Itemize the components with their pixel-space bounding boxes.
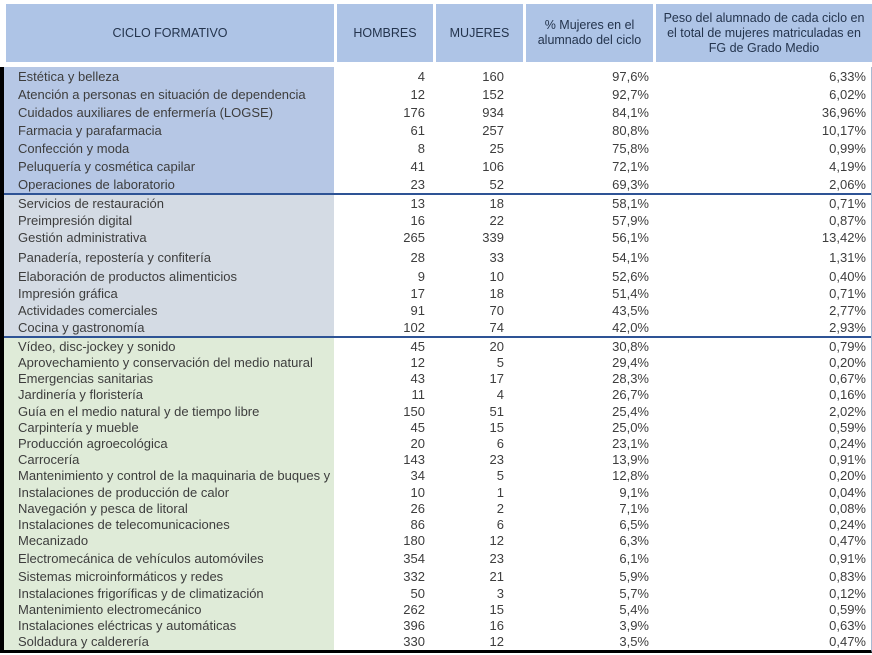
mujeres-cell: 1	[496, 484, 504, 500]
peso-cell: 0,59%	[829, 419, 866, 435]
peso-cell: 0,83%	[829, 569, 866, 585]
table-row	[4, 617, 871, 633]
mujeres-cell: 15	[489, 601, 504, 617]
pct-mujeres-cell: 72,1%	[612, 158, 649, 174]
peso-cell: 0,67%	[829, 371, 866, 387]
ciclo-cell: Cocina y gastronomía	[4, 319, 334, 336]
pct-mujeres-cell: 25,4%	[612, 403, 649, 419]
table-row	[4, 484, 871, 500]
pct-mujeres-cell: 6,3%	[619, 533, 649, 549]
mujeres-cell: 12	[489, 533, 504, 549]
table-row	[4, 371, 871, 387]
peso-cell: 1,31%	[829, 249, 866, 265]
table-row	[4, 419, 871, 435]
table-row	[4, 195, 871, 212]
ciclo-cell: Servicios de restauración	[4, 195, 334, 212]
peso-cell: 0,04%	[829, 484, 866, 500]
table-row	[4, 319, 871, 336]
table-row	[4, 585, 871, 601]
mujeres-cell: 339	[482, 230, 504, 246]
hombres-cell: 330	[403, 634, 425, 650]
hombres-cell: 61	[410, 122, 425, 138]
ciclo-cell: Farmacia y parafarmacia	[4, 121, 334, 139]
ciclo-cell: Preimpresión digital	[4, 212, 334, 229]
hombres-cell: 354	[403, 551, 425, 567]
mujeres-cell: 6	[496, 516, 504, 532]
mujeres-cell: 18	[489, 285, 504, 301]
table-row	[4, 121, 871, 139]
pct-mujeres-cell: 92,7%	[612, 86, 649, 102]
column-header-ciclo-formativo: CICLO FORMATIVO	[6, 4, 334, 62]
peso-cell: 0,91%	[829, 452, 866, 468]
peso-cell: 0,20%	[829, 355, 866, 371]
pct-mujeres-cell: 75,8%	[612, 140, 649, 156]
peso-cell: 0,99%	[829, 140, 866, 156]
mujeres-cell: 12	[489, 634, 504, 650]
table-row	[4, 533, 871, 549]
mujeres-cell: 33	[489, 249, 504, 265]
ciclo-cell: Emergencias sanitarias	[4, 371, 334, 387]
row-group-mayoria-mujeres	[4, 67, 871, 193]
ciclo-cell: Carpintería y mueble	[4, 419, 334, 435]
pct-mujeres-cell: 23,1%	[612, 436, 649, 452]
column-header-mujeres: MUJERES	[436, 4, 523, 62]
pct-mujeres-cell: 5,4%	[619, 601, 649, 617]
mujeres-cell: 3	[496, 585, 504, 601]
peso-cell: 2,02%	[829, 403, 866, 419]
mujeres-cell: 74	[489, 320, 504, 336]
ciclo-cell: Producción agroecológica	[4, 435, 334, 451]
peso-cell: 0,16%	[829, 387, 866, 403]
pct-mujeres-cell: 12,8%	[612, 468, 649, 484]
ciclo-cell: Sistemas microinformáticos y redes	[4, 569, 334, 585]
pct-mujeres-cell: 29,4%	[612, 355, 649, 371]
hombres-cell: 4	[417, 68, 425, 84]
mujeres-cell: 152	[482, 86, 504, 102]
ciclo-cell: Instalaciones de producción de calor	[4, 484, 334, 500]
pct-mujeres-cell: 13,9%	[612, 452, 649, 468]
table-row	[4, 175, 871, 193]
pct-mujeres-cell: 97,6%	[612, 68, 649, 84]
column-header-pct-mujeres: % Mujeres en el alumnado del ciclo	[526, 4, 653, 62]
mujeres-cell: 2	[496, 500, 504, 516]
peso-cell: 0,71%	[829, 285, 866, 301]
pct-mujeres-cell: 6,5%	[619, 516, 649, 532]
peso-cell: 0,40%	[829, 268, 866, 284]
peso-cell: 0,91%	[829, 551, 866, 567]
table-row	[4, 212, 871, 229]
ciclo-cell: Impresión gráfica	[4, 285, 334, 302]
table-body	[0, 67, 872, 653]
ciclo-cell: Soldadura y calderería	[4, 634, 334, 650]
table-row	[4, 67, 871, 85]
hombres-cell: 9	[417, 268, 425, 284]
hombres-cell: 396	[403, 617, 425, 633]
ciclo-cell: Instalaciones frigoríficas y de climatización	[4, 585, 334, 601]
mujeres-cell: 934	[482, 104, 504, 120]
peso-cell: 0,59%	[829, 601, 866, 617]
pct-mujeres-cell: 5,7%	[619, 585, 649, 601]
table-row	[4, 549, 871, 569]
mujeres-cell: 4	[496, 387, 504, 403]
ciclo-cell: Mecanizado	[4, 533, 334, 549]
hombres-cell: 8	[417, 140, 425, 156]
table-row	[4, 468, 871, 484]
hombres-cell: 17	[410, 285, 425, 301]
peso-cell: 10,17%	[821, 122, 866, 138]
pct-mujeres-cell: 28,3%	[612, 371, 649, 387]
pct-mujeres-cell: 26,7%	[612, 387, 649, 403]
peso-cell: 6,33%	[829, 68, 866, 84]
hombres-cell: 262	[403, 601, 425, 617]
mujeres-cell: 16	[489, 617, 504, 633]
pct-mujeres-cell: 5,9%	[619, 569, 649, 585]
ciclo-cell: Guía en el medio natural y de tiempo libre	[4, 403, 334, 419]
pct-mujeres-cell: 51,4%	[612, 285, 649, 301]
column-header-hombres: HOMBRES	[337, 4, 433, 62]
table-row	[4, 247, 871, 268]
pct-mujeres-cell: 43,5%	[612, 303, 649, 319]
table-header	[0, 0, 872, 62]
mujeres-cell: 23	[489, 551, 504, 567]
peso-cell: 0,12%	[829, 585, 866, 601]
hombres-cell: 176	[403, 104, 425, 120]
peso-cell: 0,79%	[829, 338, 866, 354]
peso-cell: 2,93%	[829, 320, 866, 336]
hombres-cell: 12	[410, 355, 425, 371]
hombres-cell: 332	[403, 569, 425, 585]
column-header-peso-total: Peso del alumnado de cada ciclo en el total de mujeres matriculadas en FG de Grado Medio	[656, 4, 872, 62]
hombres-cell: 143	[403, 452, 425, 468]
table-row	[4, 355, 871, 371]
hombres-cell: 20	[410, 436, 425, 452]
ciclo-cell: Cuidados auxiliares de enfermería (LOGSE)	[4, 103, 334, 121]
hombres-cell: 28	[410, 249, 425, 265]
hombres-cell: 50	[410, 585, 425, 601]
mujeres-cell: 52	[489, 176, 504, 192]
pct-mujeres-cell: 57,9%	[612, 213, 649, 229]
pct-mujeres-cell: 42,0%	[612, 320, 649, 336]
hombres-cell: 150	[403, 403, 425, 419]
hombres-cell: 23	[410, 176, 425, 192]
pct-mujeres-cell: 9,1%	[619, 484, 649, 500]
pct-mujeres-cell: 69,3%	[612, 176, 649, 192]
mujeres-cell: 106	[482, 158, 504, 174]
table-row	[4, 569, 871, 585]
row-group-equilibrado	[4, 195, 871, 336]
mujeres-cell: 22	[489, 213, 504, 229]
peso-cell: 0,87%	[829, 213, 866, 229]
row-group-mayoria-hombres	[4, 338, 871, 649]
table-row	[4, 157, 871, 175]
peso-cell: 36,96%	[821, 104, 866, 120]
ciclo-cell: Navegación y pesca de litoral	[4, 500, 334, 516]
ciclo-cell: Operaciones de laboratorio	[4, 175, 334, 193]
table-row	[4, 302, 871, 319]
ciclo-cell: Estética y belleza	[4, 67, 334, 85]
peso-cell: 4,19%	[829, 158, 866, 174]
pct-mujeres-cell: 25,0%	[612, 419, 649, 435]
table-row	[4, 601, 871, 617]
ciclo-cell: Peluquería y cosmética capilar	[4, 157, 334, 175]
table-row	[4, 452, 871, 468]
pct-mujeres-cell: 7,1%	[619, 500, 649, 516]
table-row	[4, 229, 871, 246]
mujeres-cell: 160	[482, 68, 504, 84]
mujeres-cell: 70	[489, 303, 504, 319]
ciclo-cell: Instalaciones eléctricas y automáticas	[4, 617, 334, 633]
ciclo-cell: Carrocería	[4, 452, 334, 468]
hombres-cell: 34	[410, 468, 425, 484]
peso-cell: 0,71%	[829, 196, 866, 212]
ciclo-cell: Panadería, repostería y confitería	[4, 247, 334, 268]
ciclo-cell: Actividades comerciales	[4, 302, 334, 319]
mujeres-cell: 5	[496, 468, 504, 484]
hombres-cell: 11	[411, 387, 425, 403]
mujeres-cell: 51	[489, 403, 504, 419]
hombres-cell: 43	[410, 371, 425, 387]
pct-mujeres-cell: 80,8%	[612, 122, 649, 138]
peso-cell: 0,20%	[829, 468, 866, 484]
ciclo-cell: Mantenimiento y control de la maquinaria de buques y	[4, 468, 334, 484]
table-row	[4, 500, 871, 516]
table-row	[4, 435, 871, 451]
pct-mujeres-cell: 84,1%	[612, 104, 649, 120]
mujeres-cell: 10	[489, 268, 504, 284]
ciclo-cell: Elaboración de productos alimenticios	[4, 268, 334, 285]
peso-cell: 0,47%	[829, 634, 866, 650]
ciclo-cell: Electromecánica de vehículos automóviles	[4, 549, 334, 569]
pct-mujeres-cell: 30,8%	[612, 338, 649, 354]
hombres-cell: 41	[410, 158, 425, 174]
pct-mujeres-cell: 3,9%	[619, 617, 649, 633]
mujeres-cell: 20	[489, 338, 504, 354]
mujeres-cell: 18	[489, 196, 504, 212]
table-row	[4, 387, 871, 403]
mujeres-cell: 15	[489, 419, 504, 435]
ciclo-cell: Vídeo, disc-jockey y sonido	[4, 338, 334, 354]
hombres-cell: 16	[410, 213, 425, 229]
pct-mujeres-cell: 54,1%	[612, 249, 649, 265]
hombres-cell: 12	[410, 86, 425, 102]
hombres-cell: 180	[403, 533, 425, 549]
mujeres-cell: 257	[482, 122, 504, 138]
hombres-cell: 10	[410, 484, 425, 500]
table-row	[4, 338, 871, 354]
hombres-cell: 13	[410, 196, 425, 212]
mujeres-cell: 5	[496, 355, 504, 371]
ciclo-cell: Atención a personas en situación de dependencia	[4, 85, 334, 103]
peso-cell: 0,24%	[829, 516, 866, 532]
peso-cell: 2,77%	[829, 303, 866, 319]
peso-cell: 13,42%	[821, 230, 866, 246]
ciclo-cell: Gestión administrativa	[4, 229, 334, 246]
peso-cell: 0,47%	[829, 533, 866, 549]
mujeres-cell: 17	[489, 371, 504, 387]
pct-mujeres-cell: 3,5%	[619, 634, 649, 650]
pct-mujeres-cell: 56,1%	[612, 230, 649, 246]
ciclo-cell: Aprovechamiento y conservación del medio natural	[4, 355, 334, 371]
ciclo-cell: Mantenimiento electromecánico	[4, 601, 334, 617]
hombres-cell: 26	[410, 500, 425, 516]
hombres-cell: 45	[410, 338, 425, 354]
table-row	[4, 268, 871, 285]
ciclo-cell: Jardinería y floristería	[4, 387, 334, 403]
hombres-cell: 102	[403, 320, 425, 336]
table-row	[4, 634, 871, 650]
table-row	[4, 85, 871, 103]
mujeres-cell: 25	[489, 140, 504, 156]
peso-cell: 0,24%	[829, 436, 866, 452]
peso-cell: 0,63%	[829, 617, 866, 633]
pct-mujeres-cell: 6,1%	[619, 551, 649, 567]
hombres-cell: 86	[410, 516, 425, 532]
mujeres-cell: 23	[489, 452, 504, 468]
hombres-cell: 91	[410, 303, 425, 319]
hombres-cell: 265	[403, 230, 425, 246]
peso-cell: 2,06%	[829, 176, 866, 192]
mujeres-cell: 21	[489, 569, 504, 585]
pct-mujeres-cell: 52,6%	[612, 268, 649, 284]
hombres-cell: 45	[410, 419, 425, 435]
table-row	[4, 139, 871, 157]
table-row	[4, 403, 871, 419]
table-row	[4, 285, 871, 302]
peso-cell: 0,08%	[829, 500, 866, 516]
mujeres-cell: 6	[496, 436, 504, 452]
peso-cell: 6,02%	[829, 86, 866, 102]
table-row	[4, 103, 871, 121]
table-row	[4, 516, 871, 532]
ciclo-cell: Instalaciones de telecomunicaciones	[4, 516, 334, 532]
ciclo-cell: Confección y moda	[4, 139, 334, 157]
pct-mujeres-cell: 58,1%	[612, 196, 649, 212]
